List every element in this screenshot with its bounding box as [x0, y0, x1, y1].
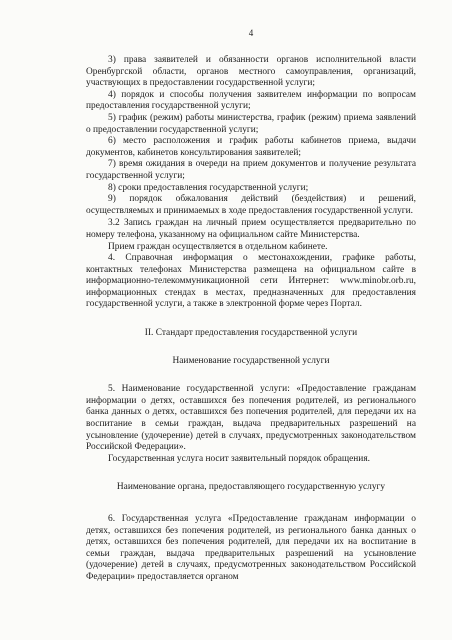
paragraph-item-7: 7) время ожидания в очереди на прием документов и получение результата государственной услуги;	[86, 159, 416, 181]
paragraph-item-5: 5) график (режим) работы министерства, график (режим) приема заявлений о предоставлении государственной услуги;	[86, 112, 416, 135]
page-number: 4	[248, 28, 254, 38]
paragraph-item-4: 4) порядок и способы получения заявителем информации по вопросам предоставления государственной услуги;	[86, 89, 416, 112]
subsection-organ-title: Наименование органа, предоставляющего государственную услугу	[116, 482, 386, 493]
paragraph-item-9: 9) порядок обжалования действий (бездействия) и решений, осуществляемых и принимаемых в ходе предоставления государственной услуги.	[86, 194, 416, 216]
paragraph-4: 4. Справочная информация о местонахождении, графике работы, контактных телефонах Министерства размещена на официальном сайте в информационно-телекоммуникационной сети Интернет: www.minobr.orb.ru, информационных стендах в местах, предназначенных для предоставления государственной услуги, а также в электронной форме через Портал.	[86, 253, 416, 310]
paragraph-item-6: 6) место расположения и график работы кабинетов приема, выдачи документов, кабинетов консультирования заявителей;	[86, 136, 416, 158]
document-body	[86, 55, 416, 584]
paragraph-item-8: 8) сроки предоставления государственной услуги;	[108, 182, 309, 193]
paragraph-reception: Прием граждан осуществляется в отдельном кабинете.	[108, 241, 328, 252]
section-title: II. Стандарт предоставления государственной услуги	[144, 328, 358, 339]
paragraph-3-2: 3.2 Запись граждан на личный прием осуществляется предварительно по номеру телефона, указанному на официальном сайте Министерства.	[86, 218, 416, 240]
paragraph-6: 6. Государственная услуга «Предоставление гражданам информации о детях, оставшихся без попечения родителей, из регионального банка данных о детях, оставшихся без попечения родителей, для передачи их на воспитание в семьи граждан, выдача предварительных разрешений на усыновление (удочерение) детей в случаях, предусмотренных законодательством Российской Федерации» предоставляется органом	[86, 514, 416, 582]
subsection-service-name-title: Наименование государственной услуги	[172, 355, 330, 366]
paragraph-5b: Государственная услуга носит заявительный порядок обращения.	[108, 453, 370, 464]
paragraph-5: 5. Наименование государственной услуги: «Предоставление гражданам информации о детях, оставшихся без попечения родителей, из регионального банка данных о детях, оставшихся без попечения родителей, для передачи их на воспитание в семьи граждан, выдача предварительных разрешений на усыновление (удочерение) детей в случаях, предусмотренных законодательством Российской Федерации».	[86, 384, 416, 453]
paragraph-item-3: 3) права заявителей и обязанности органов исполнительной власти Оренбургской области, органов местного самоуправления, организаций, участвующих в предоставлении государственной услуги;	[86, 55, 416, 89]
